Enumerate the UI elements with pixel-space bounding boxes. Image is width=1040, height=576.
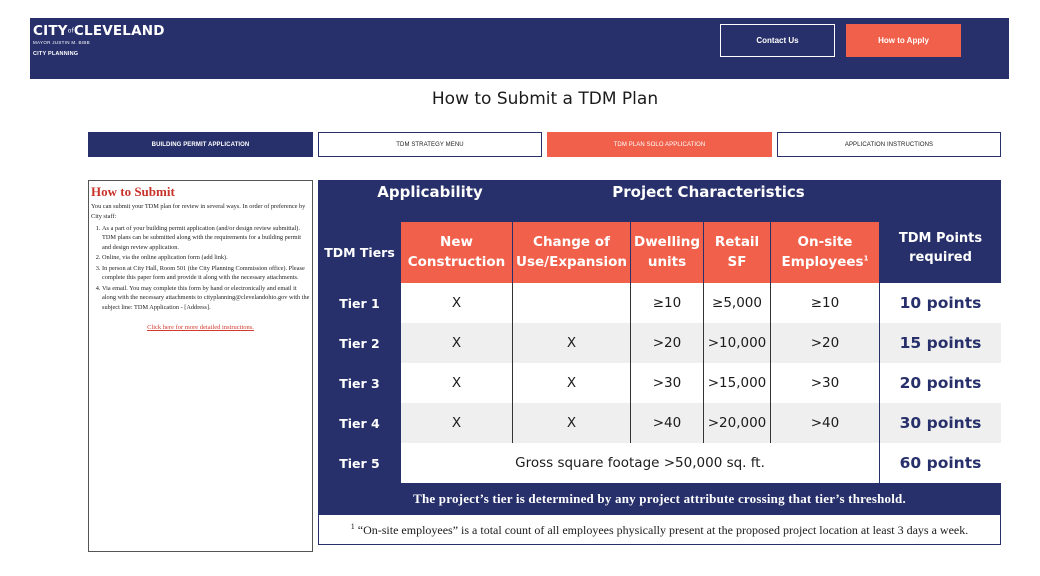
logo-mayor-line: MAYOR JUSTIN M. BIBB bbox=[33, 40, 90, 45]
table-cell: X bbox=[401, 403, 513, 443]
table-cell: X bbox=[401, 323, 513, 363]
table-cell: >20,000 bbox=[704, 403, 771, 443]
table-cell: >10,000 bbox=[704, 323, 771, 363]
table-cell bbox=[513, 283, 631, 323]
tier-3-points: 20 points bbox=[880, 363, 1001, 403]
tier-1-label: Tier 1 bbox=[339, 295, 380, 311]
table-cell: X bbox=[401, 283, 513, 323]
column-header-dwelling-units: Dwelling units bbox=[631, 222, 704, 283]
how-to-apply-button[interactable]: How to Apply bbox=[846, 24, 961, 57]
how-to-submit-heading: How to Submit bbox=[91, 184, 175, 199]
logo-wordmark: CITYofCLEVELAND bbox=[33, 23, 165, 39]
table-cell: >20 bbox=[771, 323, 879, 363]
column-header-change-of-use: Change of Use/Expansion bbox=[513, 222, 631, 283]
table-cell: X bbox=[401, 363, 513, 403]
project-characteristics-header: Project Characteristics bbox=[612, 183, 805, 201]
table-cell: >15,000 bbox=[704, 363, 771, 403]
tdm-points-header: TDM Points required bbox=[898, 231, 983, 265]
list-item: 2. Online, via the online application form (add link). bbox=[102, 253, 310, 263]
table-cell: X bbox=[513, 403, 631, 443]
table-cell: >40 bbox=[771, 403, 879, 443]
tier-2-points: 15 points bbox=[880, 323, 1001, 363]
table-cell: ≥10 bbox=[771, 283, 879, 323]
contact-us-button[interactable]: Contact Us bbox=[720, 24, 835, 57]
table-cell: X bbox=[513, 363, 631, 403]
list-item: 1. As a part of your building permit application (and/or design review submittal). TDM plans can be submitted along with the requirements for a building permit and design review application. bbox=[102, 224, 310, 253]
tier-determination-note: The project’s tier is determined by any project attribute crossing that tier’s threshold. bbox=[318, 483, 1001, 515]
list-item: 4. Via email. You may complete this form by hand or electronically and email it along with the necessary attachments to cityplanning@clevelandohio.gov with the subject line: TDM Application - [Address]. bbox=[102, 284, 310, 313]
tier-4-label: Tier 4 bbox=[339, 415, 380, 431]
detailed-instructions-link[interactable]: Click here for more detailed instructions. bbox=[147, 323, 254, 331]
city-logo[interactable] bbox=[33, 23, 165, 57]
tier-2-label: Tier 2 bbox=[339, 335, 380, 351]
table-cell: >30 bbox=[771, 363, 879, 403]
tdm-tiers-header: TDM Tiers bbox=[324, 244, 395, 260]
column-header-retail-sf: Retail SF bbox=[704, 222, 771, 283]
list-item: 3. In person at City Hall, Room 501 (the City Planning Commission office). Please complete this paper form and provide it along with the necessary attachments. bbox=[102, 264, 310, 284]
tab-tdm-plan-solo-application[interactable]: TDM PLAN SOLO APPLICATION bbox=[547, 132, 772, 157]
tab-application-instructions[interactable]: APPLICATION INSTRUCTIONS bbox=[777, 132, 1001, 157]
column-header-onsite-employees: On-site Employees$^1$ bbox=[771, 222, 879, 283]
tier-5-label: Tier 5 bbox=[339, 455, 380, 471]
table-cell: X bbox=[513, 323, 631, 363]
table-cell: >20 bbox=[631, 323, 704, 363]
page-title: How to Submit a TDM Plan bbox=[431, 89, 659, 109]
how-to-submit-panel bbox=[88, 180, 313, 552]
table-cell: ≥10 bbox=[631, 283, 704, 323]
logo-department: CITY PLANNING bbox=[33, 51, 79, 57]
table-cell: ≥5,000 bbox=[704, 283, 771, 323]
table-cell: >30 bbox=[631, 363, 704, 403]
tab-tdm-strategy-menu[interactable]: TDM STRATEGY MENU bbox=[318, 132, 542, 157]
tier-1-points: 10 points bbox=[880, 283, 1001, 323]
how-to-submit-intro: You can submit your TDM plan for review in several ways. In order of preference by City staff: bbox=[91, 203, 306, 220]
submission-methods-list bbox=[91, 224, 310, 313]
tier-5-points: 60 points bbox=[880, 443, 1001, 483]
tier-3-label: Tier 3 bbox=[339, 375, 380, 391]
tier-5-criteria: Gross square footage >50,000 sq. ft. bbox=[401, 443, 879, 483]
tier-4-points: 30 points bbox=[880, 403, 1001, 443]
tdm-tier-table bbox=[318, 180, 1001, 541]
column-header-new-construction: New Construction bbox=[401, 222, 513, 283]
applicability-header: Applicability bbox=[377, 183, 483, 201]
tab-building-permit-application[interactable]: BUILDING PERMIT APPLICATION bbox=[88, 132, 313, 157]
onsite-employees-footnote: $^1$ “On-site employees” is a total count of all employees physically present at the proposed project location at least 3 days a week. bbox=[318, 515, 1001, 545]
table-cell: >40 bbox=[631, 403, 704, 443]
